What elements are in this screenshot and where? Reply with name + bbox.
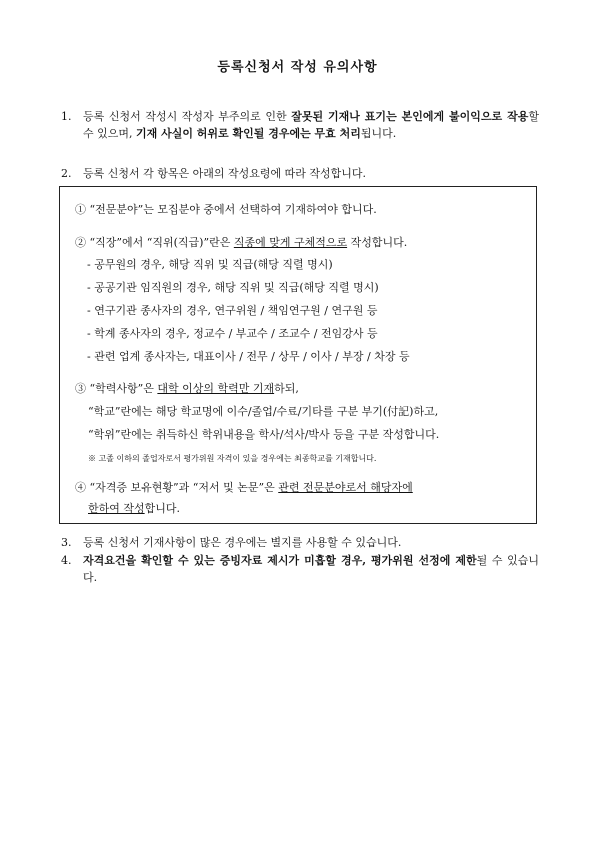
box-line-4: “학교”란에는 해당 학교명에 이수/졸업/수료/기타를 구분 부기(付記)하고, xyxy=(88,405,439,418)
underlined-span: 관련 전문분야로서 해당자에 xyxy=(278,481,413,494)
sub-item: - 관련 업계 종사자는, 대표이사 / 전무 / 상무 / 이사 / 부장 / 차장 등 xyxy=(87,350,410,363)
box-note: ※ 고졸 이하의 졸업자로서 평가위원 자격이 있을 경우에는 최종학교를 기재합니다. xyxy=(88,454,377,463)
list-item-1 xyxy=(61,108,539,142)
underlined-span: 대학 이상의 학력만 기재 xyxy=(157,382,275,395)
list-item-2 xyxy=(61,165,539,182)
item-text xyxy=(83,552,539,586)
text-span: 등록 신청서 작성시 작성자 부주의로 인한 xyxy=(83,110,292,123)
list-item-3 xyxy=(61,534,539,551)
text-span: 됩니다. xyxy=(360,127,397,140)
text-span: 할 수 있으며, xyxy=(83,110,539,140)
text-span: ④ “자격증 보유현황”과 “저서 및 논문”은 xyxy=(75,481,279,494)
bold-span: 기재 사실이 허위로 확인될 경우에는 무효 처리 xyxy=(136,127,361,140)
text-span: 합니다. xyxy=(144,502,181,515)
item-number: 2. xyxy=(61,167,72,180)
text-span: 하되, xyxy=(274,382,299,395)
underlined-span: 직종에 맞게 구체적으로 xyxy=(233,236,348,249)
box-line-2 xyxy=(75,234,535,251)
sub-item: - 공무원의 경우, 해당 직위 및 직급(해당 직렬 명시) xyxy=(87,258,333,271)
box-line-6 xyxy=(75,479,535,496)
text-span: ② “직장”에서 “직위(직급)”란은 xyxy=(75,236,234,249)
item-number: 4. xyxy=(61,554,72,567)
guideline-box xyxy=(59,186,537,524)
box-line-1: ① “전문분야”는 모집분야 중에서 선택하여 기재하여야 합니다. xyxy=(75,203,377,216)
item-text: 등록 신청서 각 항목은 아래의 작성요령에 따라 작성합니다. xyxy=(83,167,366,180)
list-item-4 xyxy=(61,552,539,586)
item-number: 1. xyxy=(61,110,72,123)
box-line-6-cont xyxy=(88,500,548,517)
bold-span: 잘못된 기재나 표기는 본인에게 불이익으로 작용 xyxy=(291,110,529,123)
bold-span: 자격요건을 확인할 수 있는 증빙자료 제시가 미흡할 경우, 평가위원 선정에 제한 xyxy=(83,554,477,567)
text-span: 될 수 있습니다. xyxy=(83,554,540,584)
box-line-5: “학위”란에는 취득하신 학위내용을 학사/석사/박사 등을 구분 작성합니다. xyxy=(88,428,440,441)
sub-item: - 연구기관 종사자의 경우, 연구위원 / 책임연구원 / 연구원 등 xyxy=(87,304,378,317)
item-text: 등록 신청서 기재사항이 많은 경우에는 별지를 사용할 수 있습니다. xyxy=(83,536,402,549)
text-span: 작성합니다. xyxy=(347,236,408,249)
sub-item: - 학계 종사자의 경우, 정교수 / 부교수 / 조교수 / 전임강사 등 xyxy=(87,327,378,340)
underlined-span: 한하여 작성 xyxy=(88,502,145,515)
sub-item: - 공공기관 임직원의 경우, 해당 직위 및 직급(해당 직렬 명시) xyxy=(87,281,379,294)
page-title: 등록신청서 작성 유의사항 xyxy=(217,60,378,75)
box-line-3 xyxy=(75,380,535,397)
item-number: 3. xyxy=(61,536,72,549)
item-text xyxy=(83,108,539,142)
text-span: ③ “학력사항”은 xyxy=(75,382,158,395)
